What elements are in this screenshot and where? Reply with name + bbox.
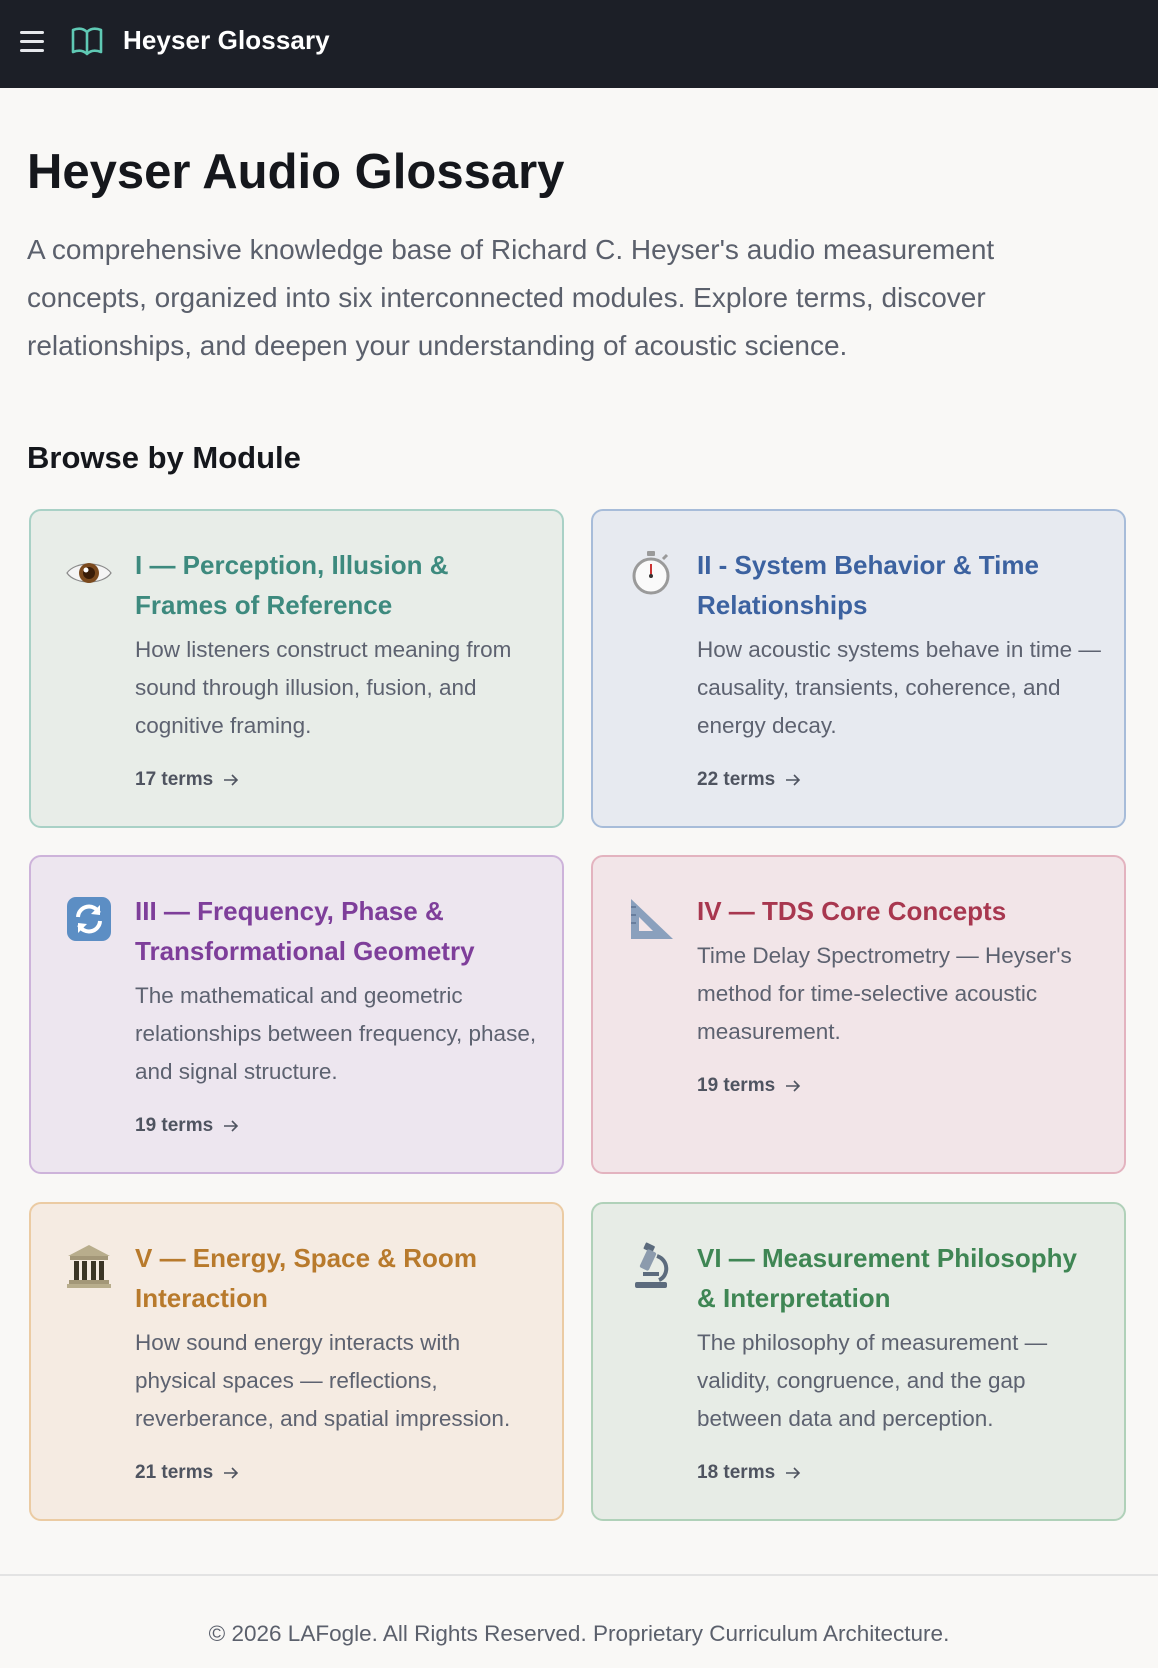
module-card-3[interactable] bbox=[29, 855, 564, 1174]
module-description: How listeners construct meaning from sound through illusion, fusion, and cognitive framing. bbox=[135, 637, 512, 738]
term-count-label: 18 terms bbox=[697, 1462, 776, 1483]
module-description: How sound energy interacts with physical spaces — reflections, reverberance, and spatial impression. bbox=[135, 1330, 511, 1431]
module-card-6[interactable] bbox=[591, 1202, 1126, 1521]
page-title: Heyser Audio Glossary bbox=[27, 145, 565, 199]
term-count-label: 17 terms bbox=[135, 769, 214, 790]
term-count-label: 21 terms bbox=[135, 1462, 214, 1483]
term-count-label: 22 terms bbox=[697, 769, 776, 790]
footer-copyright: © 2026 LAFogle. All Rights Reserved. Proprietary Curriculum Architecture. bbox=[208, 1621, 950, 1646]
module-description: How acoustic systems behave in time — causality, transients, coherence, and energy decay. bbox=[697, 637, 1101, 738]
module-title[interactable]: V — Energy, Space & Room Interaction bbox=[135, 1243, 477, 1313]
page-intro: A comprehensive knowledge base of Richard C. Heyser's audio measurement concepts, organized into six interconnected modules. Explore terms, discover relationships, and deepen your understanding of acoustic science. bbox=[27, 234, 995, 361]
module-title[interactable]: II - System Behavior & Time Relationships bbox=[697, 550, 1039, 620]
hamburger-menu-icon[interactable] bbox=[18, 28, 46, 54]
arrow-right-icon bbox=[223, 773, 239, 787]
classical-building-icon bbox=[65, 1242, 113, 1290]
arrow-right-icon bbox=[785, 1466, 801, 1480]
module-card-1[interactable] bbox=[29, 509, 564, 828]
module-description: Time Delay Spectrometry — Heyser's method for time-selective acoustic measurement. bbox=[697, 943, 1072, 1044]
module-term-count[interactable] bbox=[135, 1460, 239, 1486]
top-navigation-bar bbox=[0, 0, 1158, 88]
eye-icon bbox=[65, 549, 113, 597]
section-title: Browse by Module bbox=[27, 440, 301, 475]
module-title[interactable]: IV — TDS Core Concepts bbox=[697, 896, 1007, 926]
module-term-count[interactable] bbox=[697, 1460, 801, 1486]
arrow-right-icon bbox=[223, 1466, 239, 1480]
module-description: The mathematical and geometric relationships between frequency, phase, and signal structure. bbox=[135, 983, 537, 1084]
module-term-count[interactable] bbox=[697, 767, 801, 793]
refresh-arrows-icon bbox=[65, 895, 113, 943]
open-book-icon[interactable] bbox=[70, 24, 104, 58]
module-term-count[interactable] bbox=[135, 767, 239, 793]
footer-divider bbox=[0, 1574, 1158, 1576]
module-title[interactable]: I — Perception, Illusion & Frames of Reference bbox=[135, 550, 449, 620]
arrow-right-icon bbox=[785, 1079, 801, 1093]
module-card-5[interactable] bbox=[29, 1202, 564, 1521]
brand-title[interactable]: Heyser Glossary bbox=[123, 25, 330, 55]
module-description: The philosophy of measurement — validity, congruence, and the gap between data and perception. bbox=[697, 1330, 1048, 1431]
microscope-icon bbox=[627, 1242, 675, 1290]
module-card-2[interactable] bbox=[591, 509, 1126, 828]
module-term-count[interactable] bbox=[697, 1073, 801, 1099]
triangle-ruler-icon bbox=[627, 895, 675, 943]
module-title[interactable]: VI — Measurement Philosophy & Interpretation bbox=[697, 1243, 1077, 1313]
term-count-label: 19 terms bbox=[135, 1115, 214, 1136]
module-card-4[interactable] bbox=[591, 855, 1126, 1174]
module-title[interactable]: III — Frequency, Phase & Transformational Geometry bbox=[135, 896, 475, 966]
stopwatch-icon bbox=[627, 549, 675, 597]
module-term-count[interactable] bbox=[135, 1113, 239, 1139]
arrow-right-icon bbox=[223, 1119, 239, 1133]
term-count-label: 19 terms bbox=[697, 1075, 776, 1096]
arrow-right-icon bbox=[785, 773, 801, 787]
